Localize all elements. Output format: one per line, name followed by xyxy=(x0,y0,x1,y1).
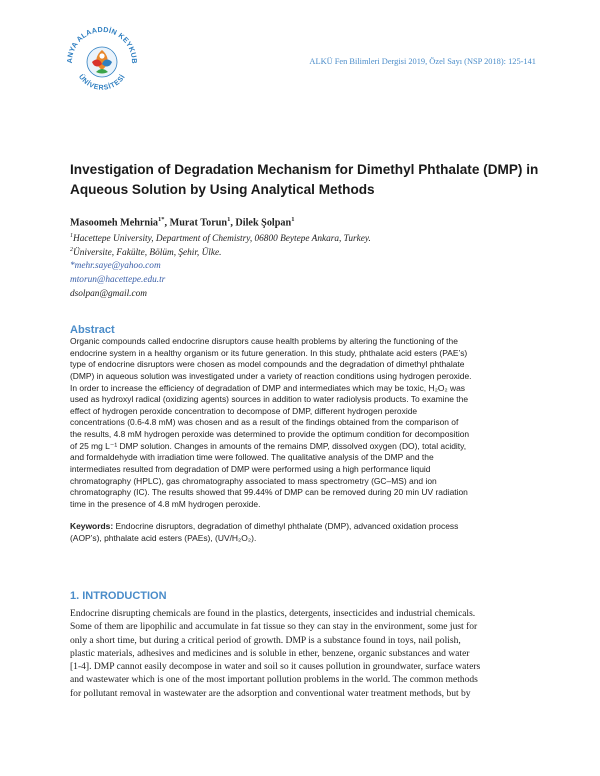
abstract-line: endocrine system in a healthy organism or its future generation. In this study, phthalate acid esters (PAE’s) xyxy=(70,347,468,358)
university-logo xyxy=(60,18,144,102)
section-heading: 1. INTRODUCTION xyxy=(70,590,167,602)
intro-line: and wastewater which is one of the most important pollution problems in the world. The common methods xyxy=(70,674,478,686)
affiliation-text: Üniversite, Fakülte, Bölüm, Şehir, Ülke. xyxy=(73,248,222,259)
author-marker: 1 xyxy=(291,216,295,223)
logo-text-bottom: ÜNİVERSİTESİ xyxy=(76,73,127,92)
author-separator: , xyxy=(164,217,170,229)
abstract-line: chromatography (HPLC), gas chromatography associated to mass spectrometry (GC–MS) and ion xyxy=(70,475,437,486)
intro-line: Endocrine disrupting chemicals are found in the plastics, detergents, insecticides and industrial chemicals. xyxy=(70,608,476,619)
author-marker: 1 xyxy=(227,216,231,223)
abstract-heading: Abstract xyxy=(70,324,115,336)
author-list xyxy=(70,216,294,228)
keywords-line: (AOP’s), phthalate acid esters (PAEs), (UV/H₂O₂). xyxy=(70,532,257,543)
abstract-line: concentrations (0.6-4.8 mM) was chosen and as a result of the findings obtained from the comparison of xyxy=(70,417,459,428)
introduction-body xyxy=(70,607,532,700)
abstract-line: type of endocrine disruptors were chosen as model compounds and the degradation of dimethyl phthalate xyxy=(70,359,465,370)
abstract-line: effect of hydrogen peroxide concentration to decompose of DMP, different hydrogen peroxide xyxy=(70,405,418,416)
intro-line: for pollutant removal in wastewater are the adsorption and conventional water treatment methods, but by xyxy=(70,687,471,699)
abstract-line: intermediates resulted from degradation of DMP were performed using a high performance liquid xyxy=(70,463,431,474)
logo-text-top: ANYA ALAADDİN KEYKUB xyxy=(64,24,140,64)
intro-line: Some of them are lipophilic and accumulate in fat tissue so they can stay in the environment, some just for xyxy=(70,621,478,633)
abstract-line: the results, 4.8 mM hydrogen peroxide was determined to provide the optimum condition for decomposition xyxy=(70,429,470,439)
email-link[interactable]: mtorun@hacettepe.edu.tr xyxy=(70,275,166,285)
abstract-line: time in the presence of 4.8 mM hydrogen peroxide. xyxy=(70,498,261,509)
abstract-line: (DMP) in aqueous solution was investigated under a variety of reaction conditions using hydrogen peroxide. xyxy=(70,370,472,381)
keywords xyxy=(70,521,530,544)
affiliation-marker: 1 xyxy=(70,233,73,239)
author-name: Masoomeh Mehrnia xyxy=(70,217,158,229)
abstract-line: used as hydroxyl radical (oxidizing agents) sources in addition to water radiolysis products. To examine the xyxy=(70,394,469,405)
author-separator: , xyxy=(230,217,236,229)
abstract-body xyxy=(70,336,530,510)
abstract-line: and formaldehyde with irradiation time were followed. The qualitative analysis of the DMP and the xyxy=(70,452,434,463)
abstract-line: In order to increase the efficiency of degradation of DMP and intermediates which may be toxic, H₂O₂ was xyxy=(70,382,466,393)
author-name: Murat Torun xyxy=(169,217,228,229)
journal-reference: ALKÜ Fen Bilimleri Dergisi 2019, Özel Sayı (NSP 2018): 125-141 xyxy=(309,57,536,66)
keywords-line xyxy=(70,521,530,533)
intro-line: plastic materials, adhesives and medicines and is soluble in ether, benzene, organic substances and water xyxy=(70,647,470,659)
intro-line: [1-4]. DMP cannot easily decompose in water and soil so it causes pollution in groundwater, surface waters xyxy=(70,661,481,673)
email-text: dsolpan@gmail.com xyxy=(70,289,147,299)
author-marker: 1* xyxy=(158,216,165,223)
author-name: Dilek Şolpan xyxy=(235,217,292,229)
keywords-label: Keywords: xyxy=(70,521,114,531)
abstract-line: chromatography (IC). The results showed that 99.44% of DMP can be removed during 20 min UV radiation xyxy=(70,487,468,498)
abstract-line: of 25 mg L⁻¹ DMP solution. Changes in amounts of the remains DMP, dissolved oxygen (DO), total acidity, xyxy=(70,440,467,451)
logo-emblem xyxy=(87,47,117,77)
paper-title: Investigation of Degradation Mechanism for Dimethyl Phthalate (DMP) in Aqueous Solution by Using Analytical Methods xyxy=(70,162,539,197)
affiliation-text: Hacettepe University, Department of Chemistry, 06800 Beytepe Ankara, Turkey. xyxy=(73,234,371,245)
abstract-line: Organic compounds called endocrine disruptors cause health problems by altering the functioning of the xyxy=(70,336,458,346)
intro-line: only a short time, but during a critical period of growth. DMP is a substance found in toys, nail polish, xyxy=(70,634,461,646)
email-link[interactable]: *mehr.saye@yahoo.com xyxy=(70,261,161,271)
keywords-text: Endocrine disruptors, degradation of dimethyl phthalate (DMP), advanced oxidation process xyxy=(113,521,459,531)
affiliation-2 xyxy=(70,247,221,258)
affiliation-marker: 2 xyxy=(70,247,73,253)
affiliation-1 xyxy=(70,233,371,244)
